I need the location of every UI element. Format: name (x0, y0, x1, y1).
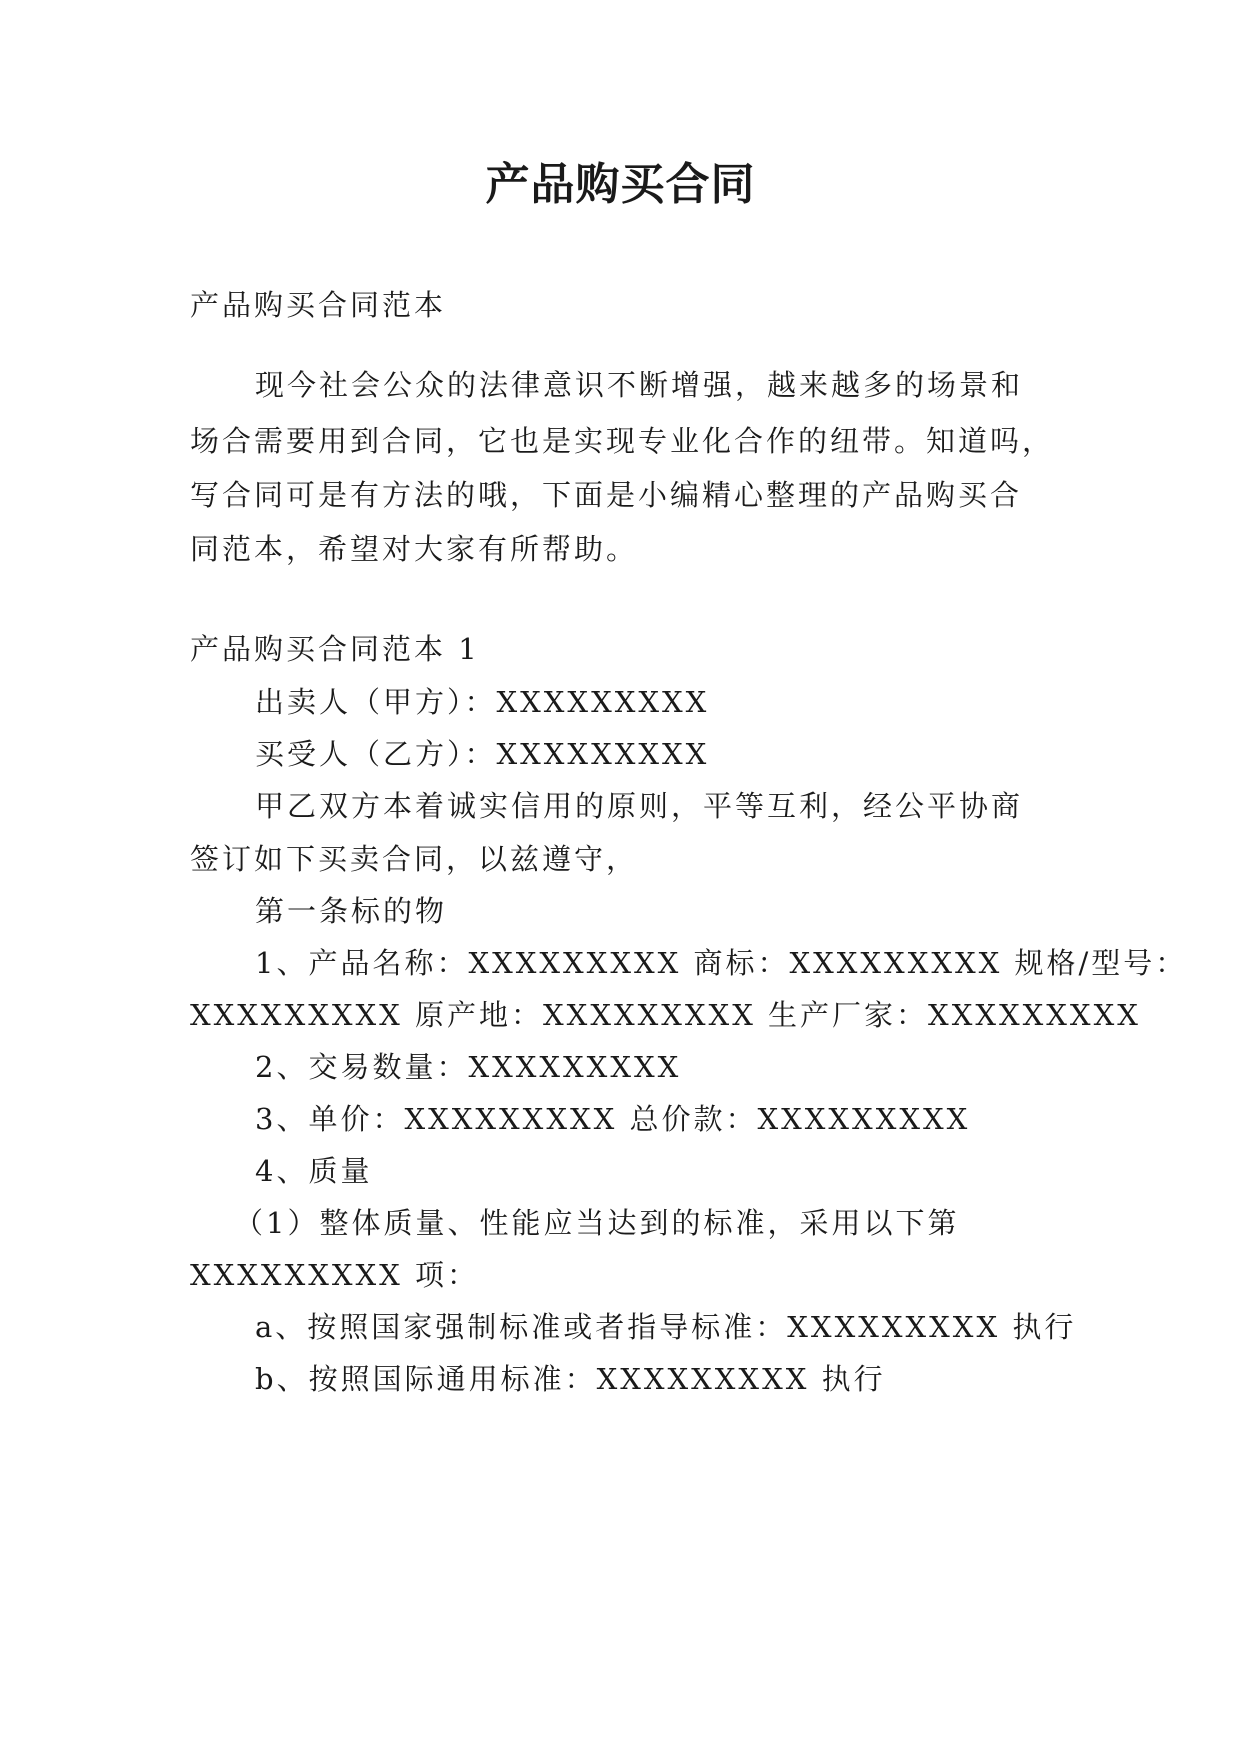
item-4-b: b、按照国际通用标准：XXXXXXXXX 执行 (255, 1362, 886, 1396)
item-line: 1、产品名称：XXXXXXXXX 商标：XXXXXXXXX 规格/型号： (255, 946, 1188, 980)
item-line: XXXXXXXXX 原产地：XXXXXXXXX 生产厂家：XXXXXXXXX (190, 998, 1141, 1032)
item-line: （1）整体质量、性能应当达到的标准，采用以下第 (234, 1206, 960, 1240)
section-heading: 产品购买合同范本 1 (190, 632, 480, 666)
item-4: 4、质量 (255, 1154, 373, 1188)
intro-line: 场合需要用到合同，它也是实现专业化合作的纽带。知道吗， (190, 424, 1055, 458)
document-title: 产品购买合同 (485, 159, 756, 210)
intro-line: 写合同可是有方法的哦，下面是小编精心整理的产品购买合 (190, 478, 1023, 512)
subtitle: 产品购买合同范本 (190, 288, 447, 322)
item-2: 2、交易数量：XXXXXXXXX (255, 1050, 682, 1084)
intro-line: 现今社会公众的法律意识不断增强，越来越多的场景和 (255, 368, 1024, 402)
item-4-a: a、按照国家强制标准或者指导标准：XXXXXXXXX 执行 (255, 1310, 1077, 1344)
intro-line: 同范本，希望对大家有所帮助。 (190, 532, 639, 566)
seller-line: 出卖人（甲方）：XXXXXXXXX (255, 685, 710, 719)
item-3: 3、单价：XXXXXXXXX 总价款：XXXXXXXXX (255, 1102, 971, 1136)
buyer-line: 买受人（乙方）：XXXXXXXXX (255, 737, 710, 771)
item-line: XXXXXXXXX 项： (190, 1258, 480, 1292)
principle-line: 甲乙双方本着诚实信用的原则，平等互利，经公平协商 (255, 789, 1024, 823)
principle-line: 签订如下买卖合同，以兹遵守， (190, 842, 639, 876)
article-heading: 第一条标的物 (255, 894, 448, 928)
